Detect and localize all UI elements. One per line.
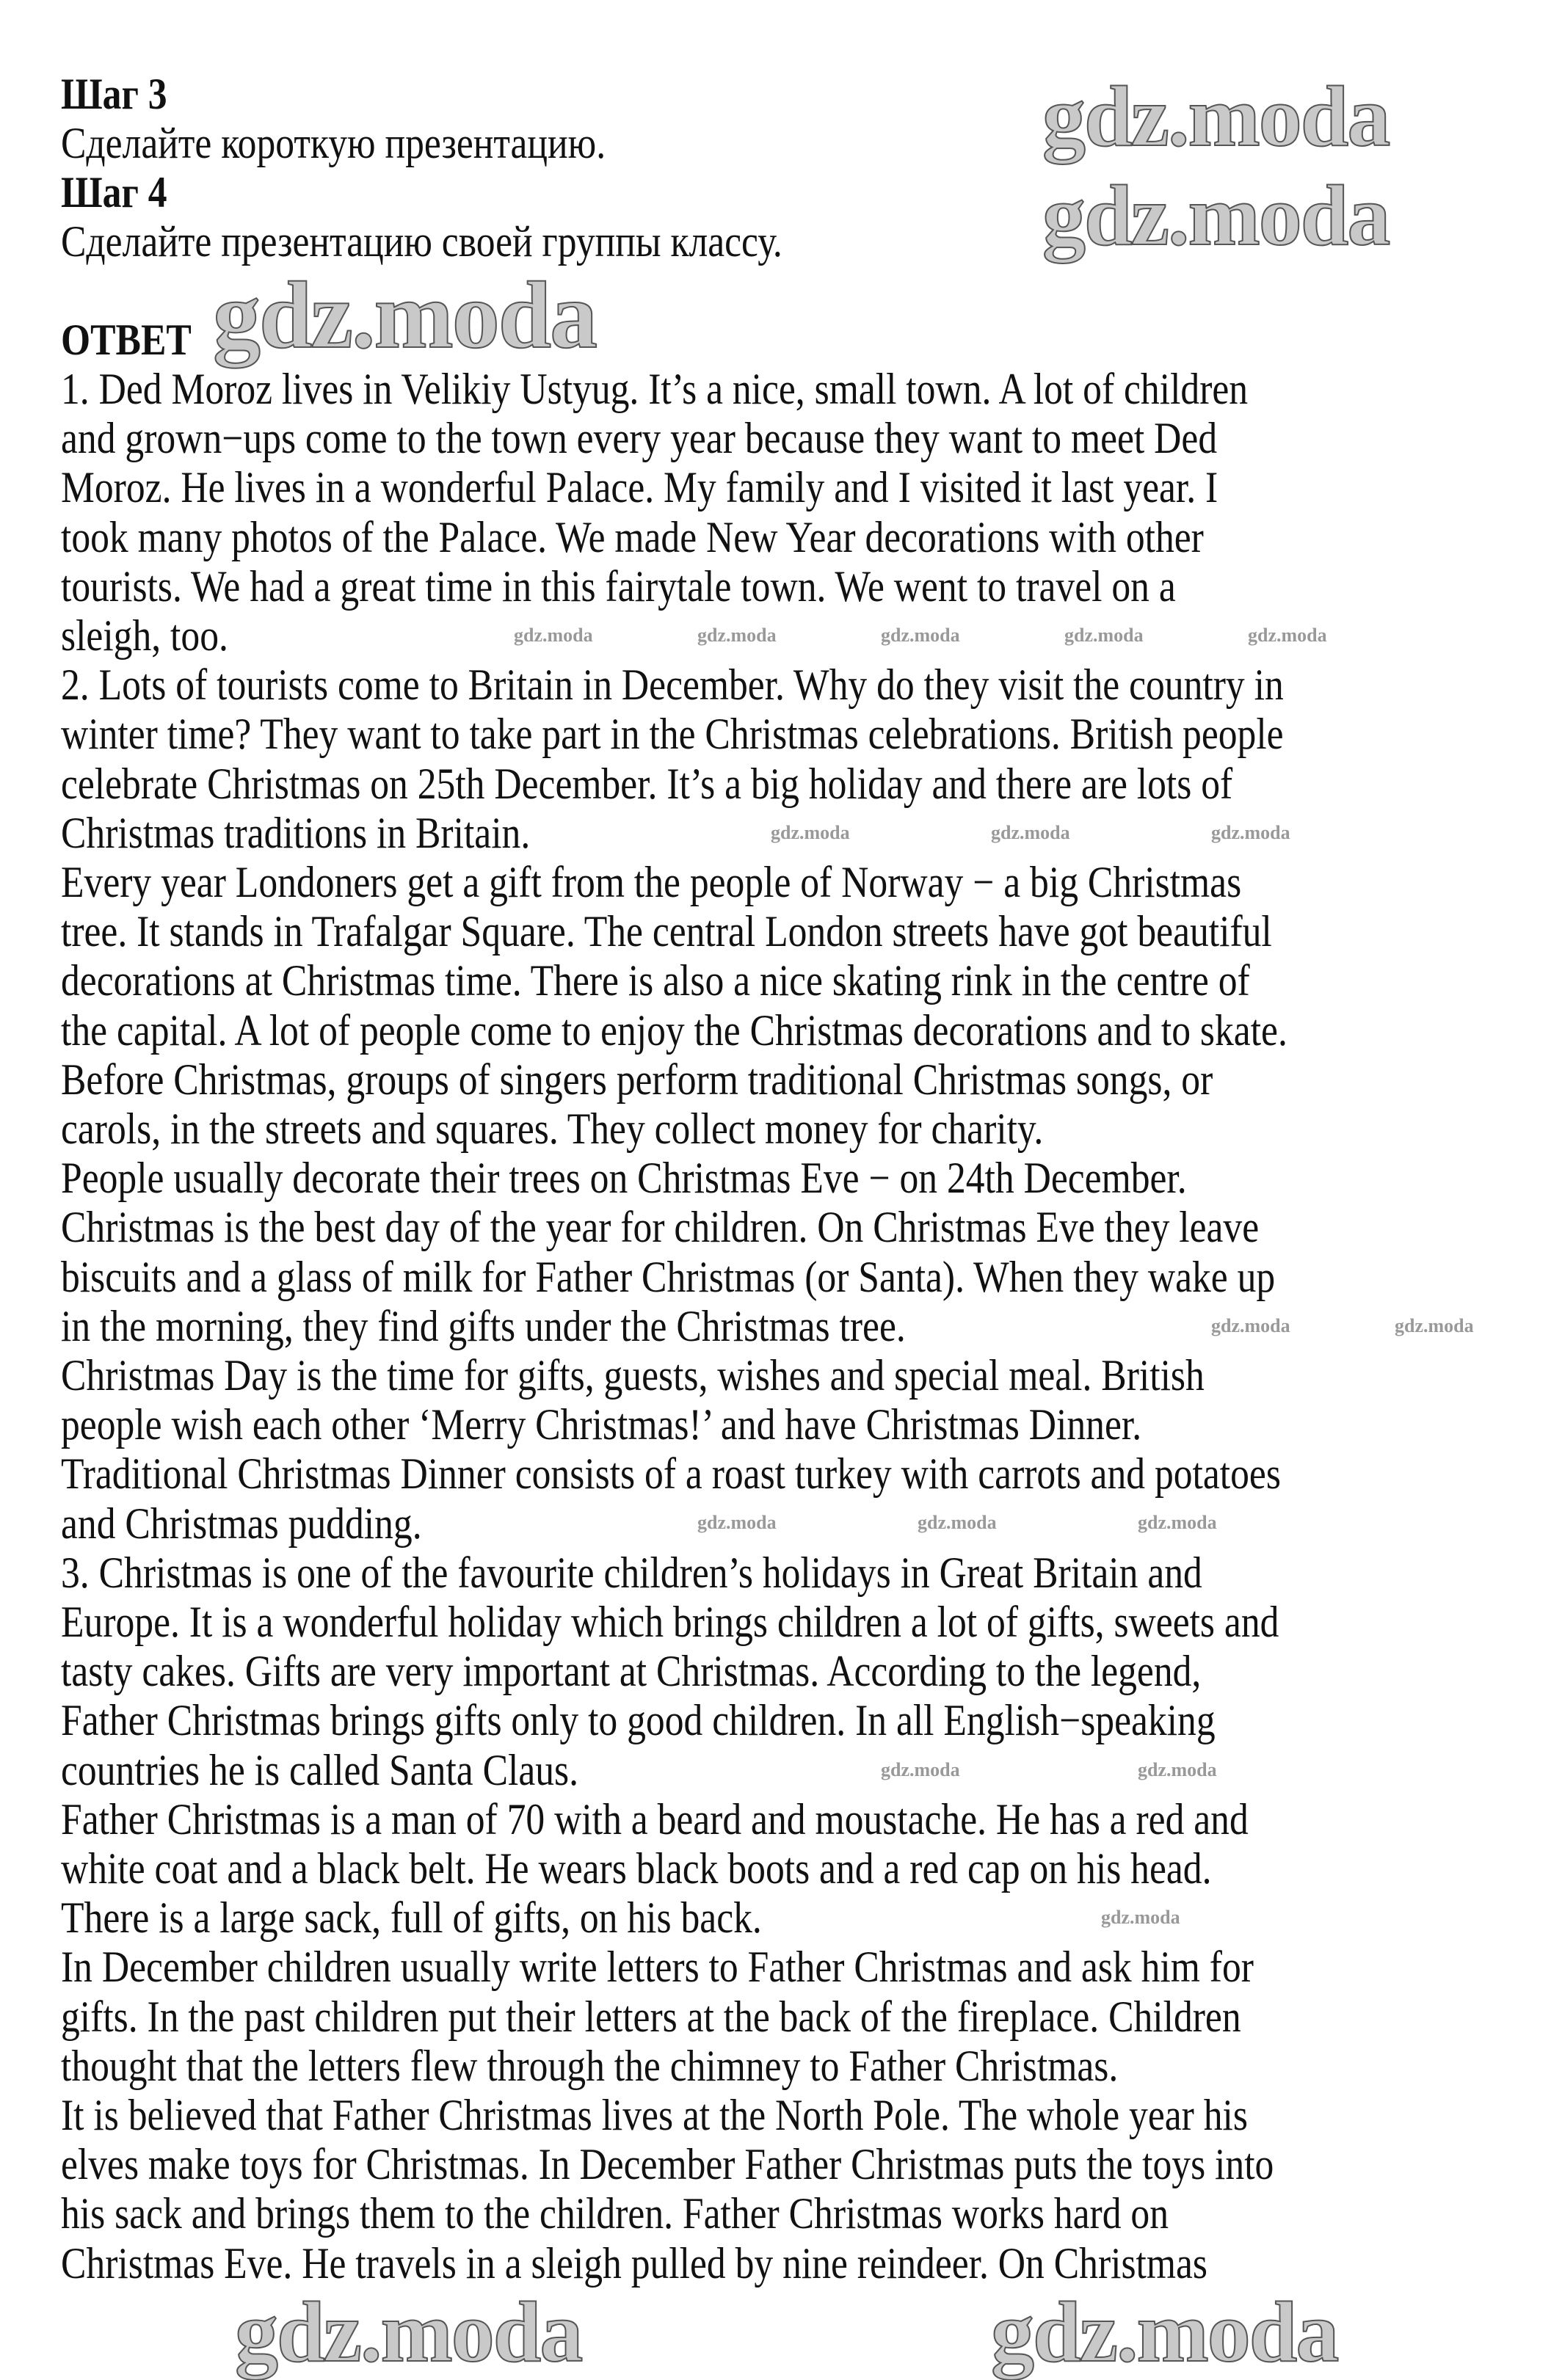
text-line: and Christmas pudding. bbox=[61, 1499, 422, 1548]
watermark-small: gdz.moda bbox=[1064, 625, 1144, 646]
text-line: tasty cakes. Gifts are very important at Christmas. According to the legend, bbox=[61, 1647, 1202, 1696]
text-line: There is a large sack, full of gifts, on his back. bbox=[61, 1893, 762, 1943]
text-line: Moroz. He lives in a wonderful Palace. My family and I visited it last year. I bbox=[61, 463, 1218, 512]
text-line: It is believed that Father Christmas lives at the North Pole. The whole year his bbox=[61, 2091, 1248, 2139]
watermark-logo: gdz.moda bbox=[1042, 68, 1390, 164]
watermark-small: gdz.moda bbox=[881, 625, 960, 646]
step4-text: Сделайте презентацию своей группы классу. bbox=[61, 217, 782, 266]
watermark-small: gdz.moda bbox=[991, 822, 1070, 843]
watermark-small: gdz.moda bbox=[1101, 1907, 1180, 1928]
text-line: took many photos of the Palace. We made New Year decorations with other bbox=[61, 512, 1204, 561]
text-line: Christmas is the best day of the year for children. On Christmas Eve they leave bbox=[61, 1203, 1260, 1252]
text-line: Christmas traditions in Britain. bbox=[61, 808, 531, 857]
text-line: Christmas Day is the time for gifts, guests, wishes and special meal. British bbox=[61, 1351, 1205, 1400]
text-line: In December children usually write letters to Father Christmas and ask him for bbox=[61, 1943, 1254, 1992]
watermark-small: gdz.moda bbox=[1138, 1759, 1217, 1780]
text-line: celebrate Christmas on 25th December. It’s a big holiday and there are lots of bbox=[61, 759, 1233, 808]
text-line: 2. Lots of tourists come to Britain in December. Why do they visit the country in bbox=[61, 660, 1284, 710]
step3-text: Сделайте короткую презентацию. bbox=[61, 119, 606, 167]
text-line: elves make toys for Christmas. In December Father Christmas puts the toys into bbox=[61, 2140, 1274, 2189]
watermark-logo: gdz.moda bbox=[1042, 167, 1390, 263]
text-line: Christmas Eve. He travels in a sleigh pulled by nine reindeer. On Christmas bbox=[61, 2238, 1208, 2288]
step3-heading: Шаг 3 bbox=[61, 70, 167, 118]
watermark-small: gdz.moda bbox=[918, 1512, 997, 1533]
text-line: 3. Christmas is one of the favourite children’s holidays in Great Britain and bbox=[61, 1548, 1202, 1597]
text-line: and grown−ups come to the town every year because they want to meet Ded bbox=[61, 414, 1218, 463]
answer-label: ОТВЕТ bbox=[61, 316, 192, 364]
text-line: sleigh, too. bbox=[61, 611, 228, 660]
text-line: Europe. It is a wonderful holiday which brings children a lot of gifts, sweets and bbox=[61, 1598, 1279, 1646]
text-line: countries he is called Santa Claus. bbox=[61, 1745, 579, 1794]
text-line: winter time? They want to take part in the Christmas celebrations. British people bbox=[61, 710, 1284, 759]
watermark-small: gdz.moda bbox=[697, 1512, 777, 1533]
watermark-logo: gdz.moda bbox=[235, 2284, 582, 2380]
step4-heading: Шаг 4 bbox=[61, 168, 167, 216]
watermark-logo: gdz.moda bbox=[213, 263, 597, 368]
text-line: white coat and a black belt. He wears black boots and a red cap on his head. bbox=[61, 1844, 1212, 1893]
watermark-small: gdz.moda bbox=[1248, 625, 1327, 646]
watermark-small: gdz.moda bbox=[1211, 822, 1290, 843]
watermark-small: gdz.moda bbox=[771, 822, 850, 843]
text-line: decorations at Christmas time. There is also a nice skating rink in the centre of bbox=[61, 956, 1250, 1005]
watermark-logo: gdz.moda bbox=[991, 2284, 1338, 2380]
text-line: people wish each other ‘Merry Christmas!’ and have Christmas Dinner. bbox=[61, 1400, 1142, 1449]
watermark-small: gdz.moda bbox=[697, 625, 777, 646]
text-line: 1. Ded Moroz lives in Velikiy Ustyug. It’s a nice, small town. A lot of children bbox=[61, 365, 1249, 413]
text-line: Before Christmas, groups of singers perform traditional Christmas songs, or bbox=[61, 1055, 1213, 1104]
text-line: Every year Londoners get a gift from the people of Norway − a big Christmas bbox=[61, 858, 1242, 906]
watermark-small: gdz.moda bbox=[514, 625, 593, 646]
text-line: Father Christmas is a man of 70 with a beard and moustache. He has a red and bbox=[61, 1794, 1249, 1844]
watermark-small: gdz.moda bbox=[1395, 1315, 1474, 1336]
text-line: Father Christmas brings gifts only to good children. In all English−speaking bbox=[61, 1696, 1216, 1745]
text-line: thought that the letters flew through the chimney to Father Christmas. bbox=[61, 2041, 1119, 2090]
text-line: the capital. A lot of people come to enjoy the Christmas decorations and to skate. bbox=[61, 1005, 1287, 1055]
watermark-small: gdz.moda bbox=[881, 1759, 960, 1780]
text-line: tree. It stands in Trafalgar Square. The central London streets have got beautiful bbox=[61, 907, 1272, 956]
text-line: People usually decorate their trees on Christmas Eve − on 24th December. bbox=[61, 1154, 1187, 1203]
text-line: his sack and brings them to the children. Father Christmas works hard on bbox=[61, 2189, 1169, 2238]
text-line: in the morning, they find gifts under the Christmas tree. bbox=[61, 1301, 906, 1350]
text-line: tourists. We had a great time in this fairytale town. We went to travel on a bbox=[61, 561, 1176, 611]
watermark-small: gdz.moda bbox=[1138, 1512, 1217, 1533]
text-line: carols, in the streets and squares. They collect money for charity. bbox=[61, 1105, 1044, 1153]
text-line: gifts. In the past children put their letters at the back of the fireplace. Children bbox=[61, 1992, 1241, 2041]
watermark-small: gdz.moda bbox=[1211, 1315, 1290, 1336]
text-line: biscuits and a glass of milk for Father Christmas (or Santa). When they wake up bbox=[61, 1252, 1276, 1301]
text-line: Traditional Christmas Dinner consists of a roast turkey with carrots and potatoes bbox=[61, 1449, 1281, 1499]
